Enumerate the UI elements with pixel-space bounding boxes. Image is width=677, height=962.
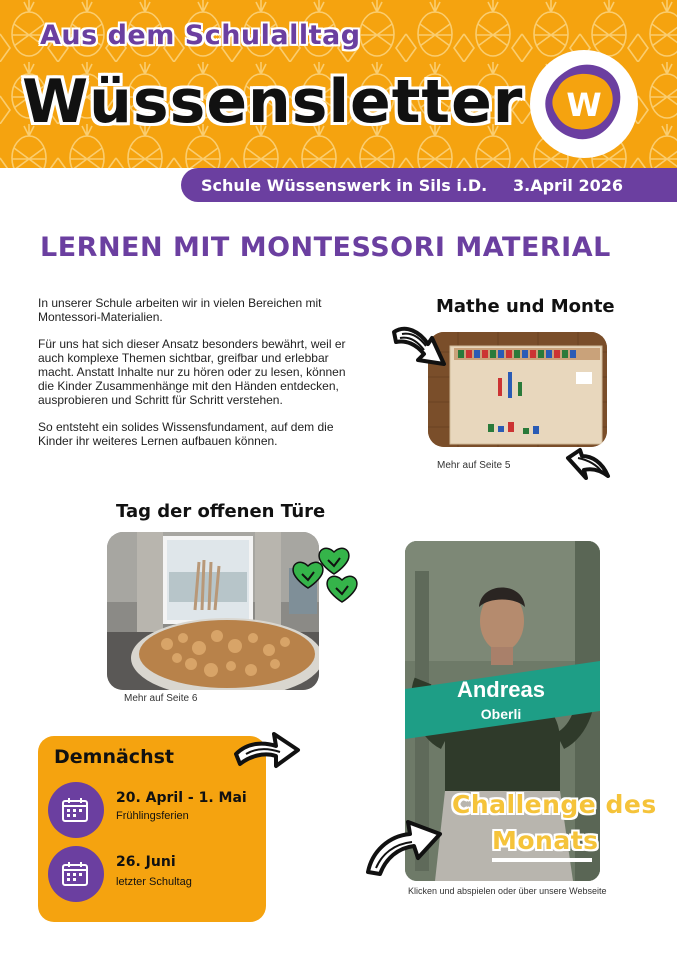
arrow-icon	[362, 816, 446, 880]
logo	[530, 50, 638, 158]
heart-icon	[290, 542, 364, 612]
arrow-icon	[388, 320, 454, 382]
video-first-name: Andreas	[456, 677, 546, 702]
video-last-name: Oberli	[480, 706, 522, 722]
events-title: Demnächst	[54, 746, 174, 768]
calendar-icon	[48, 782, 104, 838]
banner	[181, 168, 677, 202]
newsletter-title: Wüssensletter	[22, 67, 524, 137]
tag-title: Tag der offenen Türe	[116, 501, 326, 522]
mathe-photo[interactable]	[428, 332, 607, 447]
challenge-line-1: Challenge des	[452, 790, 657, 819]
event-date: 26. Juni	[116, 854, 176, 870]
arrow-icon	[564, 446, 612, 484]
article-title: LERNEN MIT MONTESSORI MATERIAL	[40, 232, 611, 263]
tag-photo[interactable]	[107, 532, 319, 690]
challenge-underline	[492, 858, 592, 862]
logo-letter: W	[566, 86, 602, 124]
calendar-icon	[48, 846, 104, 902]
article-paragraph: So entsteht ein solides Wissensfundament, auf dem die Kinder ihr weiteres Lernen aufbauen können.	[38, 420, 334, 448]
event-date: 20. April - 1. Mai	[116, 790, 247, 806]
calendar-icon-glyph	[60, 858, 92, 890]
event-label: Frühlingsferien	[116, 810, 189, 822]
event-label: letzter Schultag	[116, 876, 192, 888]
header-kicker: Aus dem Schulalltag	[40, 20, 361, 51]
arrow-icon	[232, 724, 302, 770]
challenge-line-2: Monats	[492, 826, 599, 855]
article-body	[38, 296, 358, 461]
issue-date: 3.April 2026	[513, 176, 624, 195]
mathe-title: Mathe und Monte	[436, 296, 615, 317]
montessori-board-image	[428, 332, 607, 447]
mathe-caption[interactable]: Mehr auf Seite 5	[437, 460, 511, 471]
crumble-image	[107, 532, 319, 690]
header	[0, 0, 677, 168]
video-caption[interactable]: Klicken und abspielen oder über unsere Webseite	[408, 886, 607, 896]
article-paragraph: Für uns hat sich dieser Ansatz besonders bewährt, weil er auch komplexe Themen sichtbar, greifbar und erlebbar macht. Anstatt Inhalte nur zu hören oder zu lesen, können die Kinder Zusammenhänge mit den Händen entdecken, ausprobieren und Schritt für Schritt verstehen.	[38, 337, 346, 407]
calendar-icon-glyph	[60, 794, 92, 826]
school-name: Schule Wüssenswerk in Sils i.D.	[201, 176, 488, 195]
tag-caption[interactable]: Mehr auf Seite 6	[124, 693, 198, 704]
logo-mark	[538, 58, 630, 150]
article-paragraph: In unserer Schule arbeiten wir in vielen Bereichen mit Montessori-Materialien.	[38, 296, 322, 324]
